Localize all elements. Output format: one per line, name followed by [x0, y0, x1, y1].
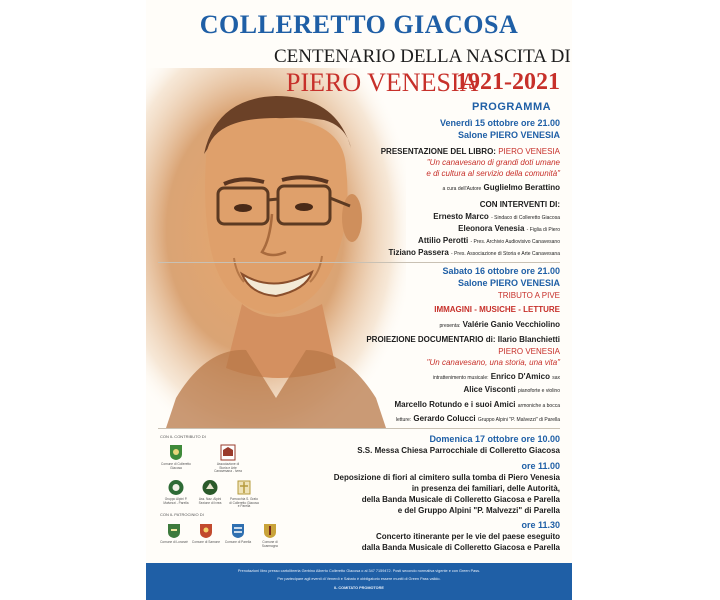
musician-instrument: armoniche a bocca	[517, 403, 560, 409]
sponsor-logo	[220, 444, 236, 461]
sponsor-logo-label: Comune di Colleretto Giacosa	[161, 462, 191, 470]
footer-info-line-1: Prenotazioni libro presso cartolibreria Gerbino Alberto Colleretto Giacosa o al 347 7159472. Posti secondo normativa vigente e con Green Pass.	[237, 569, 481, 573]
day2-date: Sabato 16 ottobre ore 21.00	[442, 266, 560, 276]
musician-name: Marcello Rotundo e i suoi Amici	[394, 400, 516, 409]
book-author: Guglielmo Berattino	[483, 183, 560, 192]
speaker-name: Eleonora Venesia	[458, 224, 525, 233]
day3-date: Domenica 17 ottobre ore 10.00	[429, 434, 560, 444]
centenary-years: 1921-2021	[456, 69, 560, 95]
tribute-title: TRIBUTO A PIVE	[497, 291, 560, 300]
presenter-label: presenta:	[439, 323, 461, 329]
sponsor-logo-label: Comune di Loranzè	[160, 540, 188, 544]
documentary-title: PIERO VENESIA	[498, 347, 560, 356]
day2-venue: Salone PIERO VENESIA	[457, 278, 560, 288]
speakers-label: CON INTERVENTI DI:	[479, 200, 560, 209]
town-title: COLLERETTO GIACOSA	[199, 10, 519, 39]
tribute-subtitle: IMMAGINI - MUSICHE - LETTURE	[434, 305, 560, 314]
book-label: PRESENTAZIONE DEL LIBRO:	[380, 147, 496, 156]
music-line-2	[463, 385, 560, 394]
sponsor-logo-label: Gruppo Alpini P. Malvezzi - Parella	[163, 497, 189, 505]
documentary-author: Ilario Blanchietti	[497, 335, 560, 344]
sponsor-logo-label: Associazione di Storia e Arte Canavesana - Ivrea	[214, 462, 242, 474]
sponsor-logo	[262, 522, 278, 539]
music-label: intrattenimento musicale:	[432, 375, 489, 381]
book-title: PIERO VENESIA	[498, 147, 560, 156]
readings-line	[396, 414, 560, 423]
book-quote-line2: e di cultura al servizio della comunità"	[426, 169, 560, 178]
sponsor-logo	[198, 522, 214, 539]
readings-label: letture:	[395, 417, 412, 423]
concert-line-2: dalla Banda Musicale di Colleretto Giacosa e Parella	[361, 543, 560, 552]
speaker-role: - Figlia di Piero	[526, 227, 560, 233]
speaker-row	[418, 236, 560, 245]
speaker-name: Tiziano Passera	[388, 248, 449, 257]
sponsors-contribution-label: CON IL CONTRIBUTO DI	[160, 434, 206, 439]
musician-instrument: sax	[552, 375, 560, 381]
speaker-row	[458, 224, 560, 233]
sponsor-logo-label: Comune di Samone	[191, 540, 221, 544]
sponsor-logo	[230, 522, 246, 539]
day1-book-line	[381, 147, 560, 156]
curated-by-label: a cura dell'Autore	[442, 186, 482, 192]
music-line-3	[394, 400, 560, 409]
musician-instrument: pianoforte e violino	[518, 388, 560, 394]
footer-bar	[146, 563, 572, 600]
footer-signature: IL COMITATO PROMOTORE	[334, 586, 384, 590]
documentary-quote: "Un canavesano, una storia, una vita"	[426, 358, 560, 367]
mass-line: S.S. Messa Chiesa Parrocchiale di Colleretto Giacosa	[357, 446, 560, 455]
wreath-line-4: e del Gruppo Alpini "P. Malvezzi" di Parella	[397, 506, 560, 515]
presenter-name: Valérie Ganio Vecchiolino	[462, 320, 560, 329]
sponsor-logo	[168, 479, 184, 496]
reader-group: Gruppo Alpini "P. Malvezzi" di Parella	[477, 417, 560, 423]
sponsor-logo-label: Comune di Scarmagno	[261, 540, 279, 548]
section-divider	[158, 262, 560, 263]
event-poster	[146, 0, 572, 600]
documentary-label: PROIEZIONE DOCUMENTARIO di:	[366, 335, 496, 344]
concert-line-1: Concerto itinerante per le vie del paese eseguito	[375, 532, 560, 541]
sponsor-logo	[168, 444, 184, 461]
reader-name: Gerardo Colucci	[413, 414, 476, 423]
footer-info-line-2: Per partecipare agli eventi di Venerdì e Sabato è obbligatorio essere muniti di Green Pass valido.	[277, 577, 441, 581]
speaker-role: - Pres. Archivio Audiovisivo Canavesano	[470, 239, 560, 245]
speaker-row	[388, 248, 560, 257]
book-quote-line1: "Un canavesano di grandi doti umane	[426, 158, 560, 167]
honoree-name: PIERO VENESIA	[286, 68, 479, 97]
program-label: PROGRAMMA	[472, 101, 552, 113]
day1-venue: Salone PIERO VENESIA	[457, 130, 560, 140]
section-divider	[158, 428, 560, 429]
sponsor-logo	[236, 479, 252, 496]
wreath-line-3: della Banda Musicale di Colleretto Giacosa e Parella	[361, 495, 560, 504]
presenter-line	[440, 320, 560, 329]
sponsor-logo-label: Comune di Parella	[224, 540, 252, 544]
documentary-line	[366, 335, 560, 344]
speaker-name: Ernesto Marco	[433, 212, 489, 221]
music-line-1	[433, 372, 560, 381]
day3-time-3: ore 11.30	[521, 520, 560, 530]
day1-date: Venerdì 15 ottobre ore 21.00	[439, 118, 560, 128]
musician-name: Alice Visconti	[463, 385, 516, 394]
speaker-row	[433, 212, 560, 221]
sponsors-patronage-label: CON IL PATROCINIO DI	[160, 512, 204, 517]
sponsor-logo-label: Parrocchia S. Grato di Colleretto Giacosa e Parella	[229, 497, 259, 509]
speaker-role: - Sindaco di Colleretto Giacosa	[491, 215, 560, 221]
portrait-photo	[146, 68, 406, 428]
day3-time-2: ore 11.00	[521, 461, 560, 471]
book-author-line	[443, 183, 560, 192]
musician-name: Enrico D'Amico	[490, 372, 550, 381]
centenary-headline: CENTENARIO DELLA NASCITA DI	[274, 46, 571, 67]
sponsor-logo-label: Ass. Naz. Alpini Sezione di Ivrea	[198, 497, 222, 505]
wreath-line-1: Deposizione di fiori al cimitero sulla tomba di Piero Venesia	[333, 473, 560, 482]
wreath-line-2: in presenza dei familiari, delle Autorità,	[411, 484, 560, 493]
speaker-name: Attilio Perotti	[418, 236, 469, 245]
sponsor-logo	[202, 479, 218, 496]
sponsor-logo	[166, 522, 182, 539]
speaker-role: - Pres. Associazione di Storia e Arte Canavesana	[451, 251, 560, 257]
